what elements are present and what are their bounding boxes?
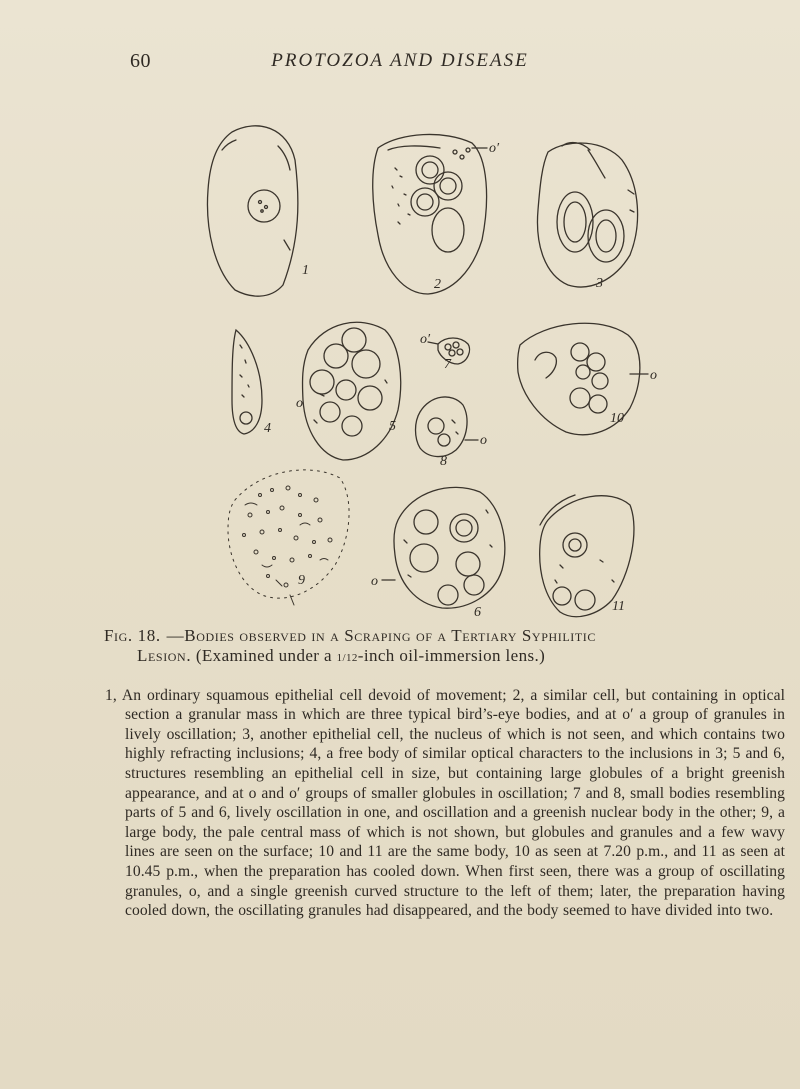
caption-title xyxy=(104,626,744,646)
cell-5-drawing xyxy=(303,322,401,460)
cell-2-drawing xyxy=(373,134,487,294)
cell-1-drawing xyxy=(207,126,297,296)
caption-fraction: 1/12 xyxy=(336,652,358,664)
caption-note-pre: (Examined under a xyxy=(195,646,337,665)
figure-label-o-5: o xyxy=(296,396,303,411)
caption-title-continued: Lesion. xyxy=(137,646,192,665)
cell-8-drawing xyxy=(416,397,479,457)
cell-9-drawing xyxy=(228,470,349,605)
page-number: 60 xyxy=(130,50,151,72)
caption-note-post: -inch oil-immersion lens.) xyxy=(357,646,546,665)
cell-6-drawing xyxy=(382,487,505,608)
caption-subtitle xyxy=(137,646,744,666)
figure-label-o-prime-2: o′ xyxy=(489,141,500,156)
figure-caption xyxy=(104,626,744,666)
running-title: PROTOZOA AND DISEASE xyxy=(271,50,529,71)
figure-number: Fig. 18. xyxy=(104,626,161,645)
figure-label-6: 6 xyxy=(474,605,481,620)
figure-description: 1, An ordinary squamous epithelial cell devoid of movement; 2, a similar cell, but containing in optical section a granular mass in which are three typical bird’s-eye bodies, and at o′ a group of granules in lively oscillation; 3, another epithelial cell, the nucleus of which is not seen, and which contains two highly refracting inclusions; 4, a free body of similar optical characters to the inclusions in 3; 5 and 6, structures resembling an epithelial cell in size, but containing large globules of a bright greenish appearance, and at o and o′ groups of smaller globules in oscillation; 7 and 8, small bodies resembling parts of 5 and 6, lively oscillation in one, and oscillation and a greenish nuclear body in the other; 9, a large body, the pale central mass of which is not shown, but globules and granules and a few wavy lines are seen on the surface; 10 and 11 are the same body, 10 as seen at 7.20 p.m., and 11 as seen at 10.45 p.m., when the preparation has cooled down. When first seen, there was a group of oscillating granules, o, and a single greenish curved structure to the left of them; later, the preparation having cooled down, the oscillating granules had disappeared, and the body seemed to have divided into two. xyxy=(105,686,785,920)
figure-label-8: 8 xyxy=(440,454,447,469)
figure-label-5: 5 xyxy=(389,419,396,434)
cell-3-drawing xyxy=(537,143,637,287)
figure-label-1: 1 xyxy=(302,263,309,278)
figure-label-11: 11 xyxy=(612,599,625,614)
figure-label-o-10: o xyxy=(650,368,657,383)
figure-label-7: 7 xyxy=(444,357,451,372)
figure-label-2: 2 xyxy=(434,277,441,292)
figure-label-o-8: o xyxy=(480,433,487,448)
figure-label-4: 4 xyxy=(264,421,271,436)
figure-label-10: 10 xyxy=(610,411,624,426)
cell-4-drawing xyxy=(232,330,262,434)
caption-title-text: —Bodies observed in a Scraping of a Tertiary Syphilitic xyxy=(166,626,596,645)
figure-label-o-prime-7: o′ xyxy=(420,332,431,347)
figure-label-9: 9 xyxy=(298,573,305,588)
figure-label-o-6: o xyxy=(371,574,378,589)
figure-label-3: 3 xyxy=(596,276,603,291)
cell-10-drawing xyxy=(518,323,648,434)
